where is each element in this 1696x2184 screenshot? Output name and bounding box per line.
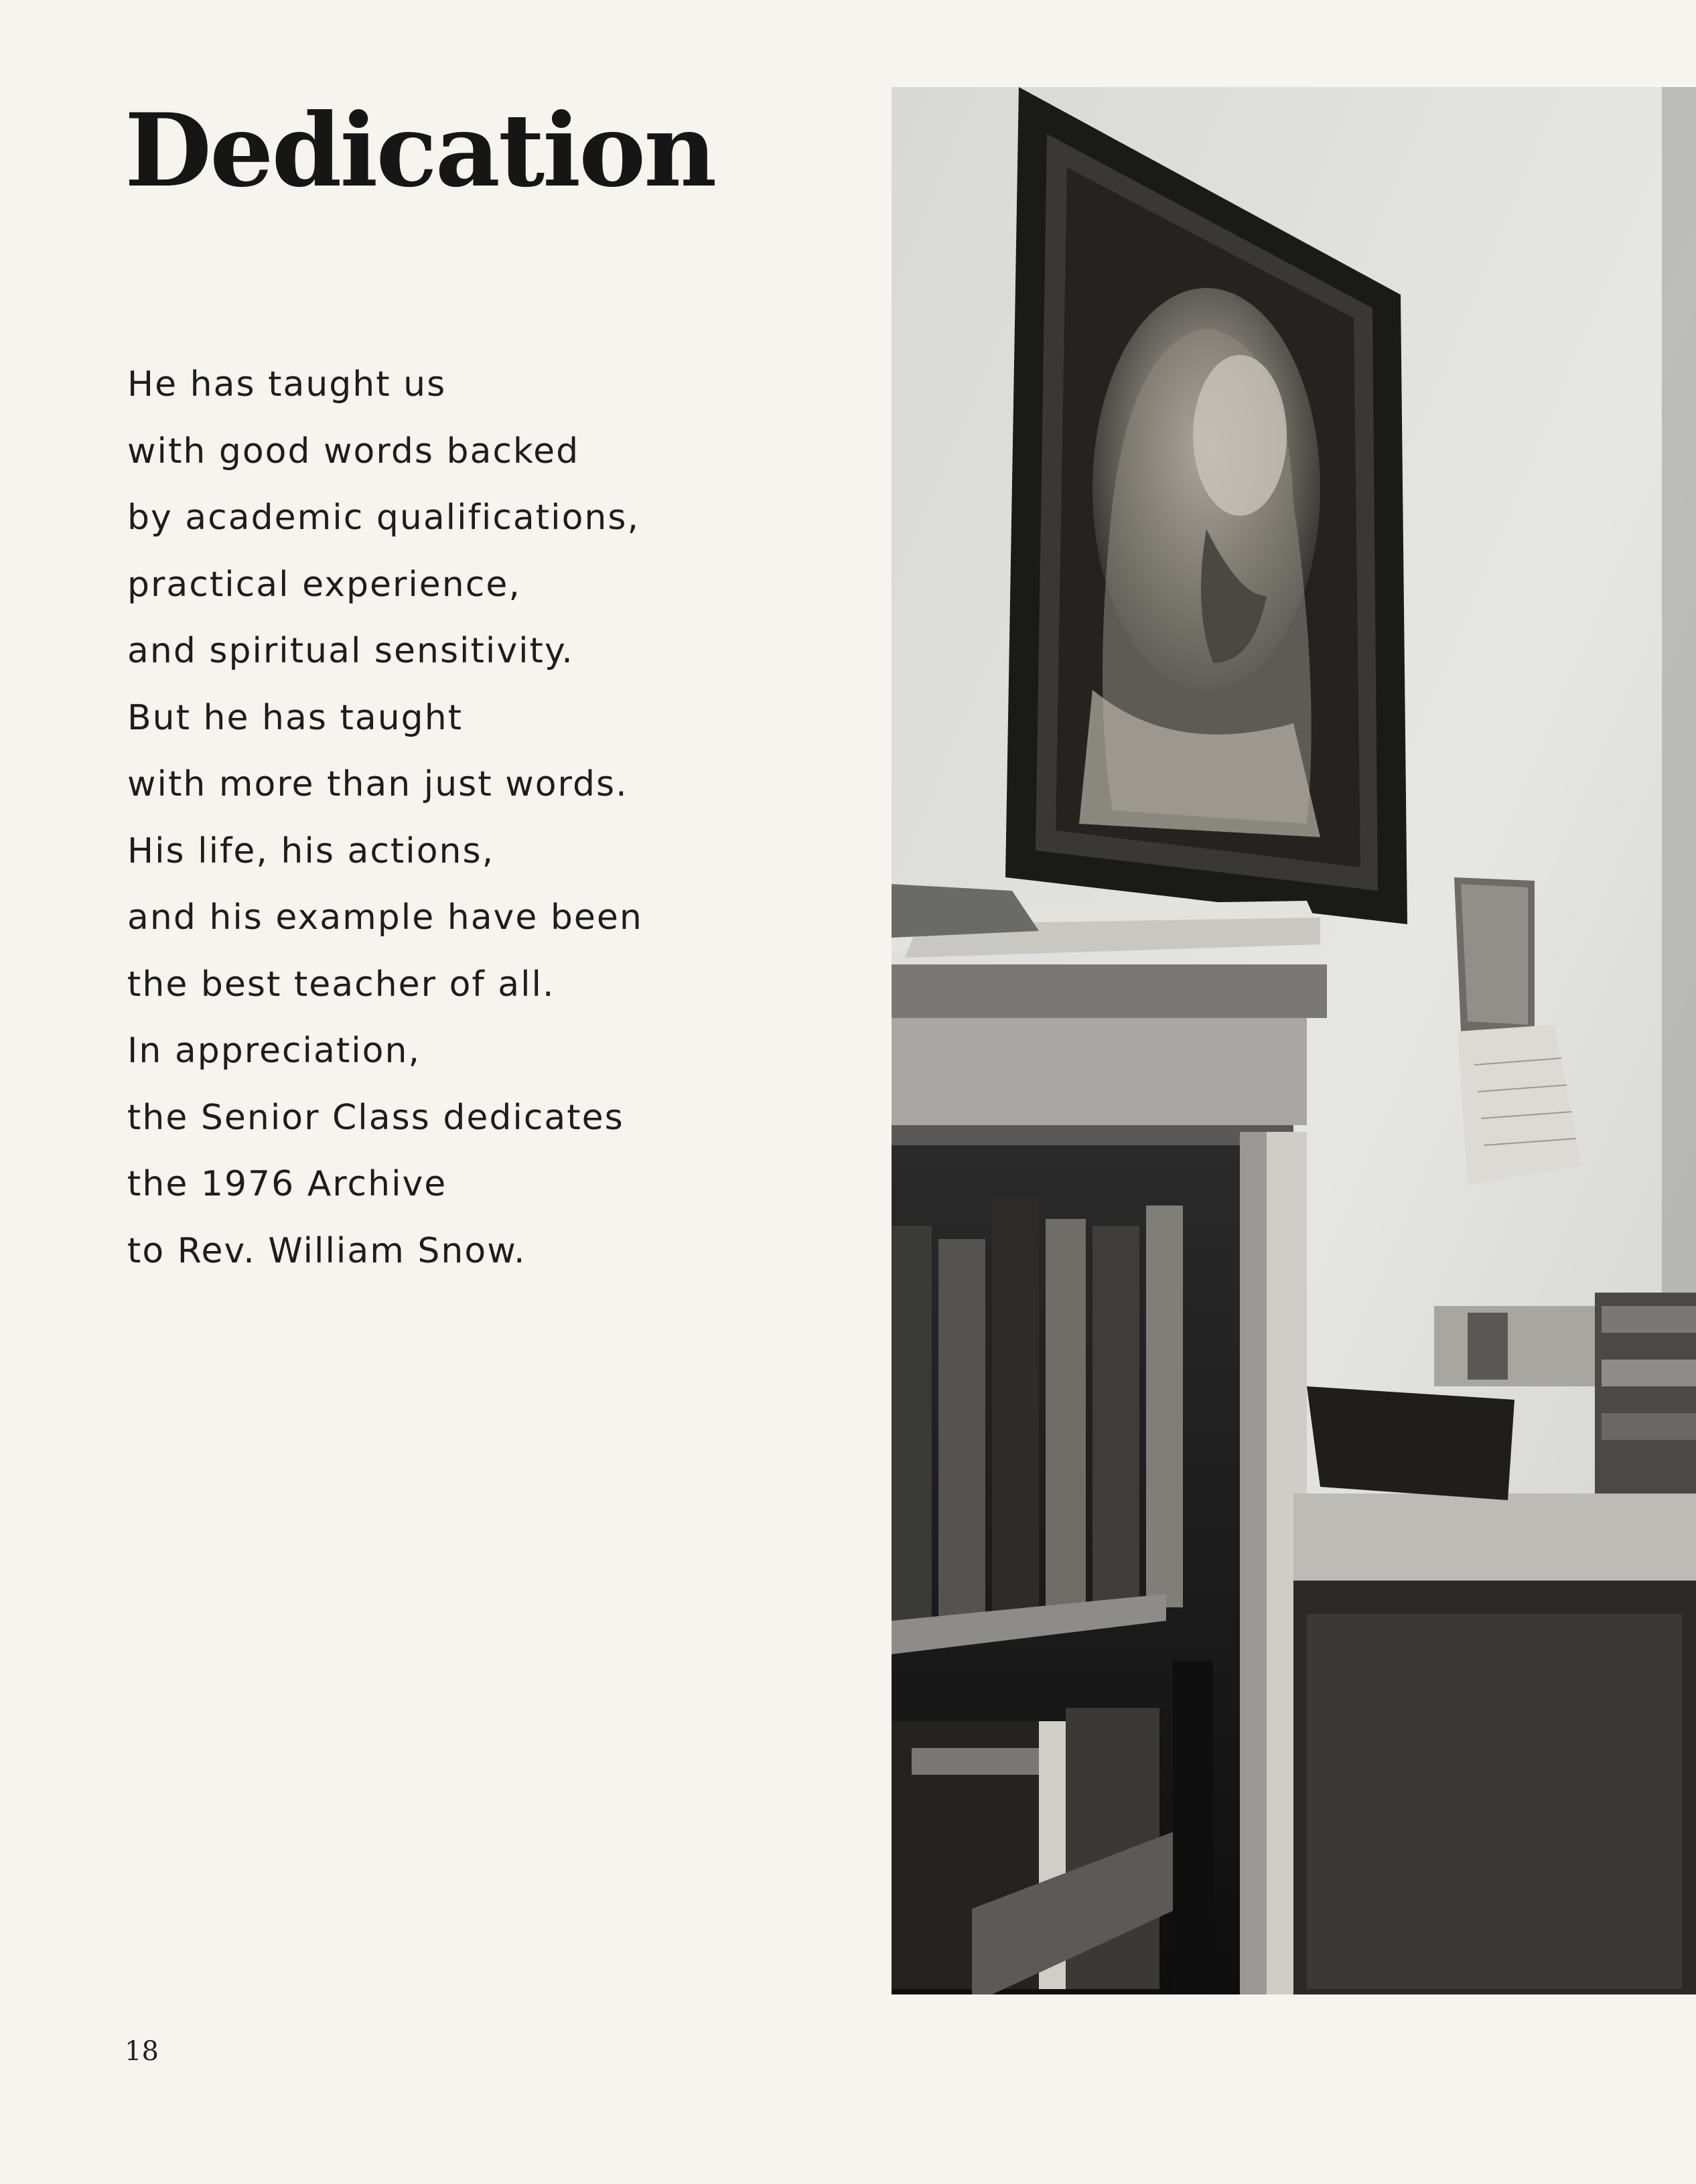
page-number: 18 (125, 2036, 159, 2067)
poem-line: and his example have been (127, 897, 643, 938)
poem-line: practical experience, (127, 564, 521, 605)
poem-line: the 1976 Archive (127, 1164, 447, 1204)
poem-line: to Rev. William Snow. (127, 1230, 526, 1271)
office-photo (892, 87, 1696, 1994)
poem-line: by academic qualifications, (127, 498, 640, 538)
poem-line: with more than just words. (127, 764, 628, 804)
poem-line: and spiritual sensitivity. (127, 631, 574, 671)
dedication-text (127, 352, 643, 1285)
poem-line: His life, his actions, (127, 830, 495, 871)
poem-line: He has taught us (127, 364, 447, 405)
page-title: Dedication (125, 92, 715, 210)
poem-line: the Senior Class dedicates (127, 1097, 624, 1138)
poem-line: the best teacher of all. (127, 964, 555, 1005)
poem-line: In appreciation, (127, 1031, 421, 1071)
poem-line: But he has taught (127, 697, 464, 738)
poem-line: with good words backed (127, 431, 580, 471)
bookshelf (892, 964, 1327, 1994)
